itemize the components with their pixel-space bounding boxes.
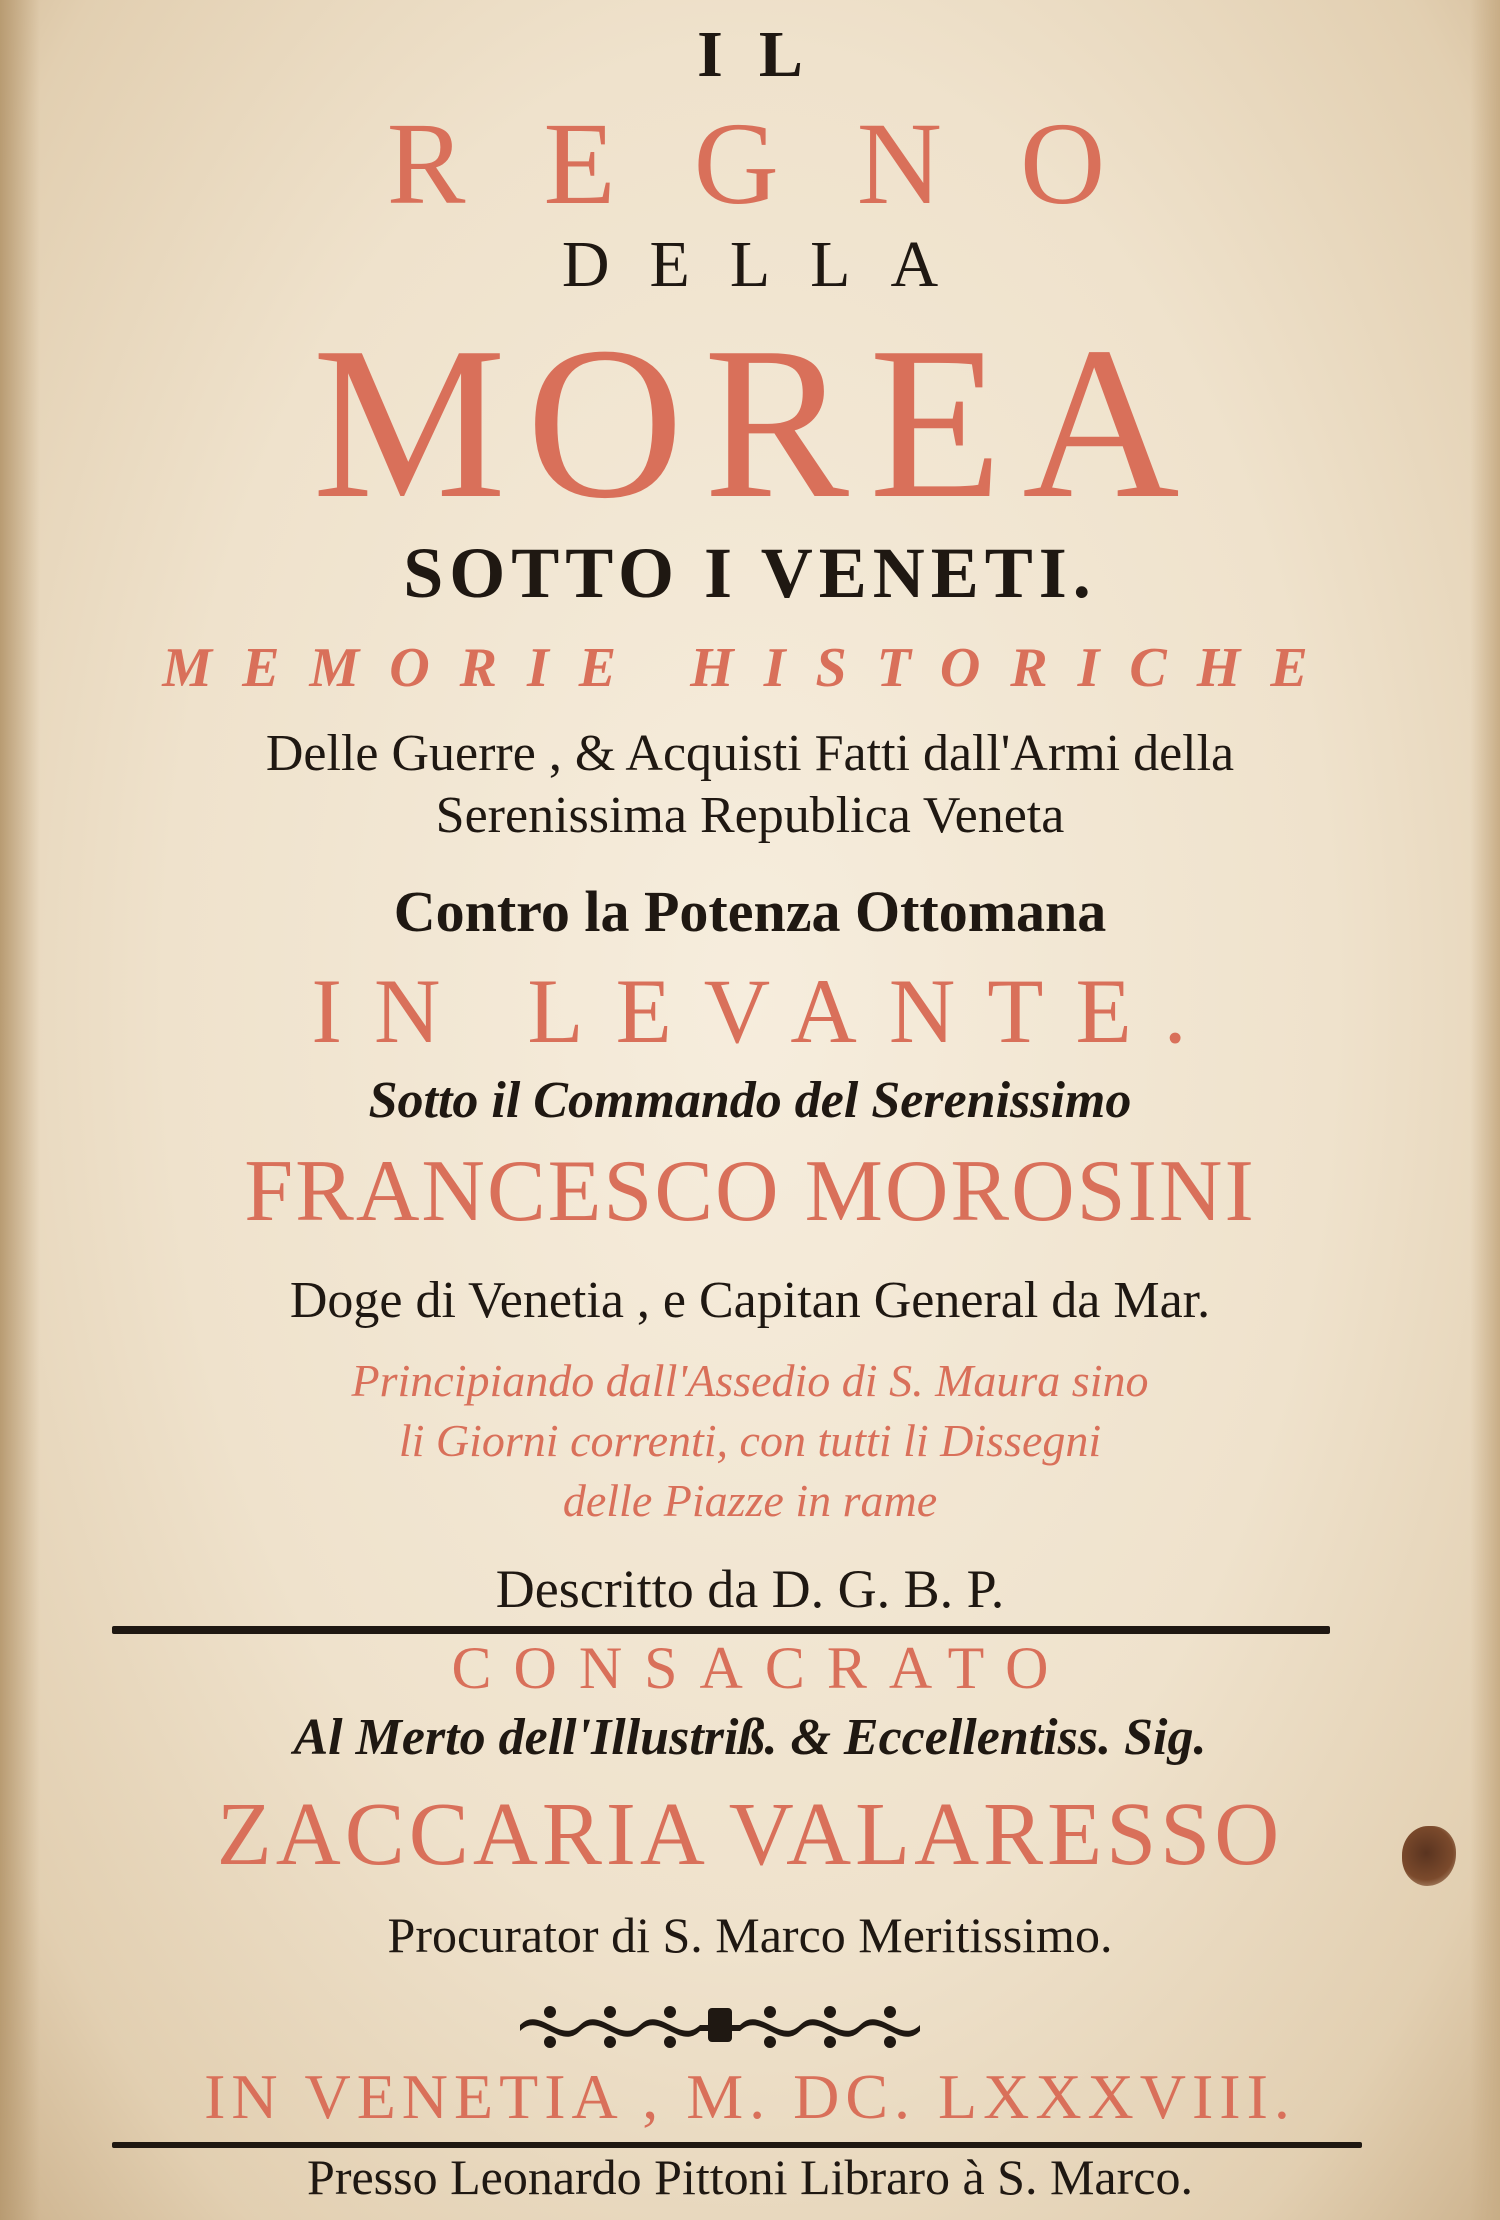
name-francesco-morosini: FRANCESCO MOROSINI <box>244 1143 1256 1240</box>
author-line: Descritto da D. G. B. P. <box>495 1559 1005 1619</box>
subtitle-line-guerre: Delle Guerre , & Acquisti Fatti dall'Armi della <box>265 725 1235 782</box>
subtitle-line-doge: Doge di Venetia , e Capitan General da Mar. <box>289 1272 1211 1329</box>
title-line-della: DELLA <box>561 228 979 301</box>
title-line-regno: REGNO <box>386 98 1184 229</box>
dedication-consacrato: CONSACRATO <box>451 1635 1071 1701</box>
subtitle-line-principiando: Principiando dall'Assedio di S. Maura sino <box>351 1355 1149 1406</box>
subtitle-line-republica: Serenissima Republica Veneta <box>435 787 1065 844</box>
imprint-place-date: IN VENETIA , M. DC. LXXXVIII. <box>204 2061 1296 2132</box>
horizontal-rule <box>112 2142 1362 2148</box>
imprint-printer: Presso Leonardo Pittoni Libraro à S. Marco. <box>307 2149 1193 2205</box>
title-line-sotto-i-veneti: SOTTO I VENETI. <box>403 533 1097 613</box>
subtitle-line-piazze: delle Piazze in rame <box>562 1475 938 1526</box>
dedication-line-merto: Al Merto dell'Illustriß. & Eccellentiss. Sig. <box>293 1709 1207 1766</box>
subtitle-line-potenza: Contro la Potenza Ottomana <box>393 879 1107 944</box>
horizontal-rule <box>112 1626 1330 1634</box>
printer-fleuron-icon <box>510 2000 930 2050</box>
subtitle-line-giorni: li Giorni correnti, con tutti li Dissegni <box>398 1415 1102 1466</box>
title-line-morea: MOREA <box>312 303 1200 544</box>
subtitle-line-in-levante: IN LEVANTE. <box>311 960 1219 1062</box>
subtitle-memorie-historiche: MEMORIE HISTORICHE <box>162 637 1338 699</box>
subtitle-line-commando: Sotto il Commando del Serenissimo <box>368 1072 1132 1129</box>
name-zaccaria-valaresso: ZACCARIA VALARESSO <box>216 1785 1284 1884</box>
title-line-il: IL <box>697 18 839 91</box>
dedication-line-procurator: Procurator di S. Marco Meritissimo. <box>387 1907 1113 1963</box>
